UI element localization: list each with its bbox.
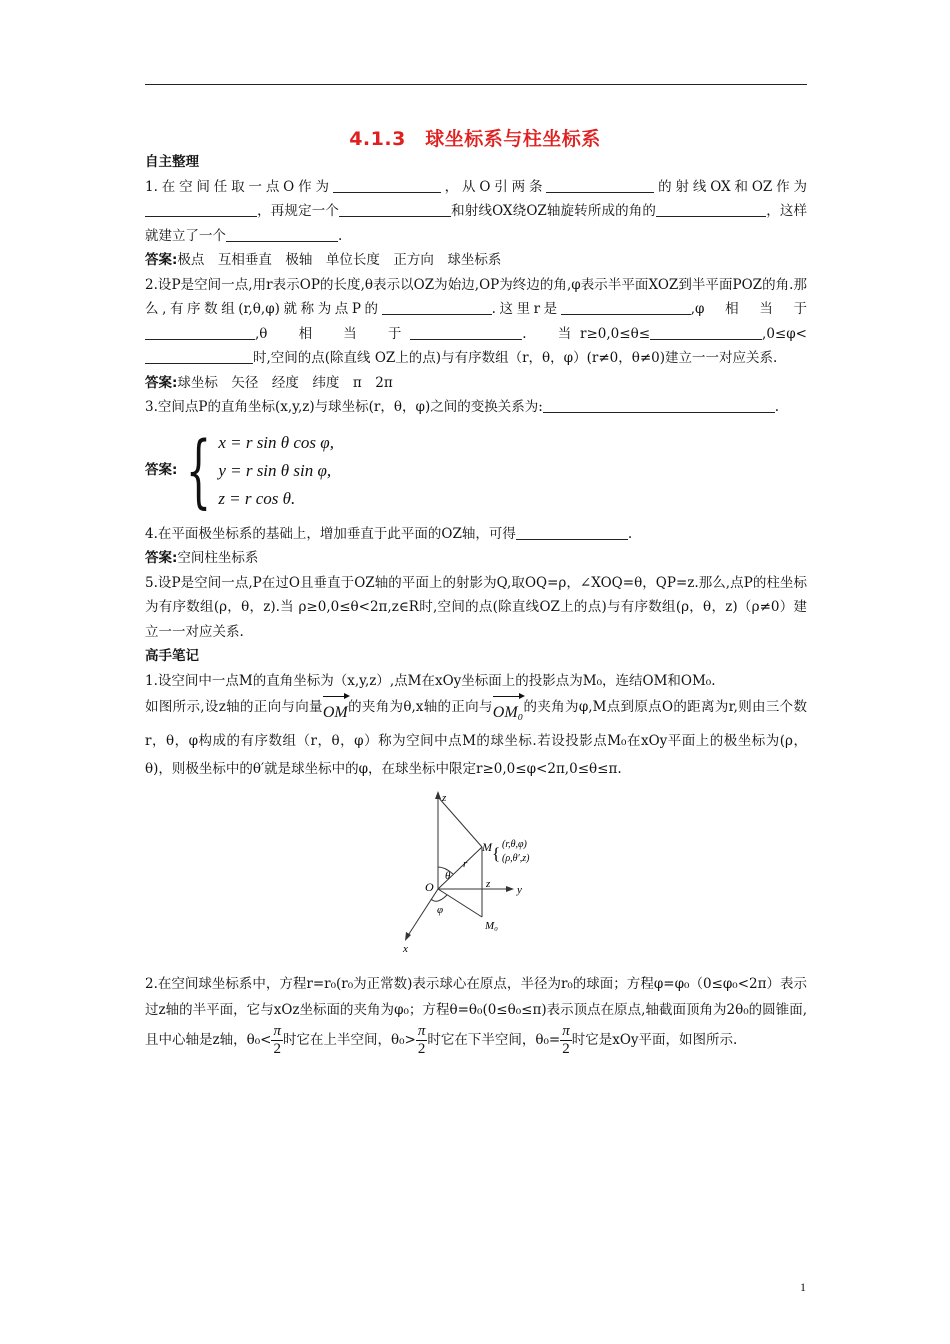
om0-line	[438, 889, 482, 917]
note-text: 时它在上半空间，θ₀>	[282, 1032, 416, 1048]
document-body	[145, 150, 807, 1058]
blank	[561, 299, 691, 315]
equation-z: z = r cos θ.	[218, 488, 296, 508]
frac-den: 2	[273, 1041, 281, 1057]
blank	[145, 324, 255, 340]
note-1b	[145, 693, 807, 783]
question-5: 5.设P是空间一点,P在过O且垂直于OZ轴的平面上的射影为Q,取OQ=ρ，∠XOQ=θ，QP=z.那么,点P的柱坐标为有序数组(ρ，θ，z).当 ρ≥0,0≤θ<2π,z∈R时,空间的点(除直线OZ上的点)与有序数组(ρ，θ，z)（ρ≠0）建立一一对应关系.	[145, 574, 807, 640]
y-arrow-icon	[506, 886, 514, 892]
question-2	[145, 273, 807, 371]
q4-text: .	[627, 525, 633, 542]
frac-den: 2	[417, 1041, 426, 1057]
page-title: 4.1.3 球坐标系与柱坐标系	[349, 128, 601, 150]
left-brace-icon: {	[186, 423, 212, 517]
q4-text: 4.在平面极坐标系的基础上，增加垂直于此平面的OZ轴，可得	[145, 525, 516, 542]
label-spherical-coords: (r,θ,φ)	[502, 839, 527, 850]
section-heading-notes: 高手笔记	[145, 648, 199, 664]
q2-text: ,φ 相 当 于	[690, 301, 807, 317]
note-text: 时它是xOy平面，如图所示.	[571, 1032, 738, 1048]
q1-text: .	[338, 227, 343, 244]
blank	[145, 348, 253, 364]
q2-text: . 当r≥0,0≤θ≤	[522, 325, 651, 342]
answer-text: 空间柱坐标系	[177, 550, 259, 566]
answer-label: 答案:	[145, 462, 178, 479]
fraction-pi-over-2	[271, 1023, 283, 1058]
label-origin: O	[425, 880, 434, 894]
label-y: y	[517, 884, 522, 896]
answer-2	[145, 371, 807, 396]
blank	[382, 299, 492, 315]
note-text: 2.在空间球坐标系中，方程r=r₀(r₀为正常数)表示球心在原点，半径为r₀的球面；方程φ=φ₀（0≤φ₀<2π）表示过z轴的半平面，它与xOz坐标面的夹角为φ₀；方程θ=θ₀(0≤θ₀≤π)表示顶点在原点,轴截面顶角为2θ₀的圆锥面,且中心轴是z轴，θ₀<	[145, 976, 807, 1048]
equation-x: x = r sin θ cos φ,	[218, 432, 334, 452]
blank	[226, 226, 338, 242]
x-axis	[407, 889, 438, 937]
q1-text: 和射线OX绕OZ轴旋转所成的角的	[451, 203, 657, 219]
q1-text: ，再规定一个	[257, 203, 340, 219]
answer-text: 极点 互相垂直 极轴 单位长度 正方向 球坐标系	[177, 252, 502, 268]
blank	[650, 324, 762, 340]
spherical-coordinate-figure	[145, 789, 807, 959]
blank	[683, 397, 775, 413]
blank	[410, 324, 522, 340]
q2-text: 时,空间的点(除直线 OZ上的点)与有序数组（r，θ，φ）(r≠0，θ≠0)建立一一对应关系.	[253, 350, 778, 366]
note-text: 时它在下半空间，θ₀=	[427, 1032, 561, 1048]
fraction-pi-over-2	[416, 1023, 428, 1058]
note-text: 的夹角为φ,M点到原点O的距离为r,则由三个数r，θ，φ构成的有序数组（r，θ，φ）称为空间中点M的球坐标.若设投影点M₀在xOy平面上的极坐标为(ρ，θ)，则极坐标中的θ′就是球坐标中的φ，在球坐标中限定r≥0,0≤φ<2π,0≤θ≤π.	[145, 699, 807, 777]
question-3	[145, 395, 807, 420]
top-line	[438, 797, 482, 847]
fraction-pi-over-2	[560, 1023, 572, 1058]
blank	[339, 201, 451, 217]
q2-text: 2.设P是空间一点,用r表示OP的长度,θ表示以OZ为始边,OP为终边的角,φ表示半平面XOZ到半平面POZ的角.那么,有序数组(r,θ,φ)就称为点P的	[145, 276, 807, 317]
equation-y: y = r sin θ sin φ,	[218, 460, 332, 480]
label-theta: θ	[445, 870, 451, 882]
answer-4	[145, 546, 807, 571]
q2-text: .这里r是	[491, 301, 561, 317]
answer-label: 答案:	[145, 252, 178, 268]
frac-den: 2	[562, 1041, 570, 1057]
q3-text: 3.空间点P的直角坐标(x,y,z)与球坐标(r，θ，φ)之间的变换关系为:	[145, 399, 543, 415]
frac-num: π	[417, 1023, 426, 1039]
q1-text: ，从O引两条	[440, 178, 547, 195]
q2-text: ,θ 相 当 于	[255, 325, 411, 342]
answer-3-equation-system	[145, 423, 807, 517]
x-arrow-icon	[405, 932, 411, 941]
vector-om: OM	[323, 693, 348, 727]
answer-label: 答案:	[145, 374, 178, 391]
label-phi: φ	[437, 904, 444, 916]
z-arrow-icon	[435, 791, 441, 799]
label-m: M	[482, 840, 492, 854]
note-1a: 1.设空间中一点M的直角坐标为（x,y,z）,点M在xOy坐标面上的投影点为M₀，连结OM和OM₀.	[145, 672, 716, 689]
answer-1	[145, 248, 807, 273]
q1-text: 1.在空间任取一点O作为	[145, 178, 333, 195]
figure-svg	[145, 789, 807, 959]
label-cylindrical-coords: (ρ,θ′,z)	[502, 853, 530, 864]
label-r: r	[463, 858, 468, 870]
blank	[516, 524, 628, 540]
q3-text: .	[774, 399, 780, 415]
blank	[145, 201, 257, 217]
header-rule	[145, 84, 807, 85]
answer-text: 球坐标 矢径 经度 纬度 π 2π	[177, 374, 393, 391]
question-4	[145, 522, 807, 547]
label-z: z	[442, 792, 447, 804]
label-x: x	[403, 943, 408, 955]
label-z-height: z	[486, 878, 491, 890]
blank	[543, 397, 683, 413]
answer-label: 答案:	[145, 550, 178, 566]
m-brace-icon: {	[492, 844, 501, 863]
blank	[546, 177, 654, 193]
q2-text: ,0≤φ<	[762, 325, 807, 342]
note-2	[145, 971, 807, 1058]
frac-num: π	[562, 1023, 570, 1039]
note-text: 如图所示,设z轴的正向与向量	[145, 699, 323, 715]
blank	[333, 177, 441, 193]
question-1	[145, 175, 807, 249]
section-heading-self-study: 自主整理	[145, 154, 199, 170]
q1-text: 的射线OX和OZ作为	[654, 178, 807, 195]
vector-om0: OM₀	[493, 693, 523, 727]
q1-text: ，这样就建立了一个	[145, 203, 808, 244]
note-text: 的夹角为θ,x轴的正向与	[347, 699, 493, 715]
page-number: 1	[800, 1280, 806, 1294]
blank	[656, 201, 766, 217]
label-m0: M₀	[485, 920, 498, 932]
frac-num: π	[273, 1023, 281, 1039]
equations	[218, 429, 334, 513]
